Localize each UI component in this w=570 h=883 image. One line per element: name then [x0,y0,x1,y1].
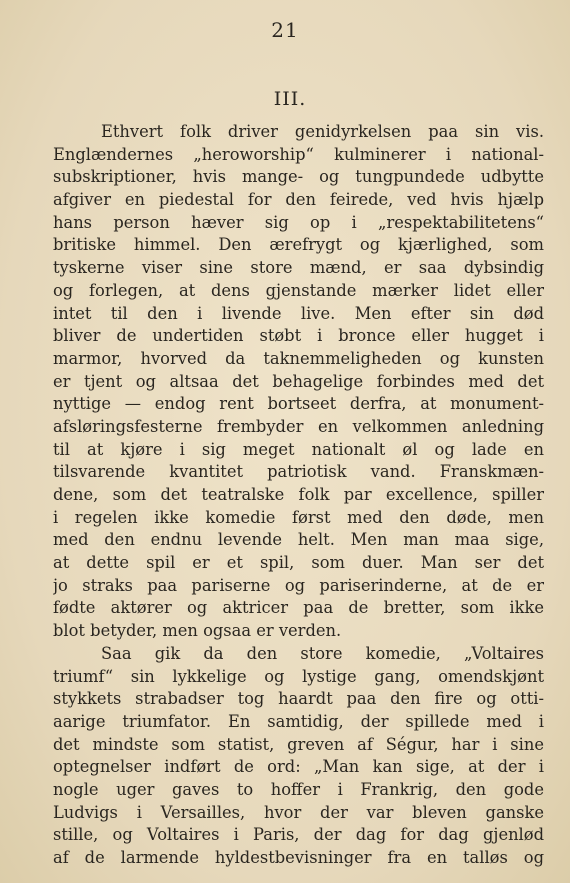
text-line: med den endnu levende helt. Men man maa sige, [53,530,544,550]
text-line: triumf“ sin lykkelige og lystige gang, omendskjønt [53,666,544,686]
chapter-heading: III. [273,88,307,110]
text-line: dene, som det teatralske folk par excellence, spiller [53,485,544,504]
body-text [53,121,544,870]
text-line: Saa gik da den store komedie, „Voltaires [101,643,544,663]
page-number: 21 [271,18,299,42]
text-line: marmor, hvorved da taknemmeligheden og kunsten [53,348,544,368]
text-line: er tjent og altsaa det behagelige forbindes med det [53,371,544,391]
text-line: af de larmende hyldestbevisninger fra en talløs og [53,848,544,867]
text-line: britiske himmel. Den ærefrygt og kjærlighed, som [53,235,544,255]
text-line: nogle uger gaves to hoffer i Frankrig, den gode [53,779,544,799]
text-line: aarige triumfator. En samtidig, der spillede med i [53,711,544,731]
text-line: Ludvigs i Versailles, hvor der var bleven ganske [53,802,544,822]
text-line: bliver de undertiden støbt i bronce eller hugget i [53,326,544,346]
text-line: Englændernes „heroworship“ kulminerer i national- [53,144,544,164]
text-line: subskriptioner, hvis mange- og tungpundede udbytte [53,167,544,187]
text-line: tilsvarende kvantitet patriotisk vand. Franskmæn- [53,462,544,482]
text-line: optegnelser indført de ord: „Man kan sige, at der i [53,757,544,777]
text-line: afsløringsfesterne frembyder en velkommen anledning [53,416,544,436]
text-line: stille, og Voltaires i Paris, der dag for dag gjenlød [53,825,544,845]
text-line: at dette spil er et spil, som duer. Man ser det [53,553,544,573]
text-line: blot betyder, men ogsaa er verden. [53,621,342,641]
text-line: jo straks paa pariserne og pariserinderne, at de er [53,575,544,595]
text-line: til at kjøre i sig meget nationalt øl og lade en [53,439,544,459]
text-line: afgiver en piedestal for den feirede, ved hvis hjælp [53,190,544,210]
text-line: intet til den i livende live. Men efter sin død [53,303,544,323]
text-line: Ethvert folk driver genidyrkelsen paa sin vis. [101,122,544,141]
text-line: tyskerne viser sine store mænd, er saa dybsindig [53,258,544,278]
text-line: fødte aktører og aktricer paa de bretter, som ikke [53,598,544,618]
text-line: stykkets strabadser tog haardt paa den fire og otti- [53,689,544,709]
text-line: nyttige — endog rent bortseet derfra, at monument- [53,394,544,414]
text-line: hans person hæver sig op i „respektabilitetens“ [53,212,544,232]
text-line: i regelen ikke komedie først med den døde, men [53,507,544,527]
text-line: det mindste som statist, greven af Ségur, har i sine [53,734,544,754]
text-line: og forlegen, at dens gjenstande mærker lidet eller [53,280,544,300]
